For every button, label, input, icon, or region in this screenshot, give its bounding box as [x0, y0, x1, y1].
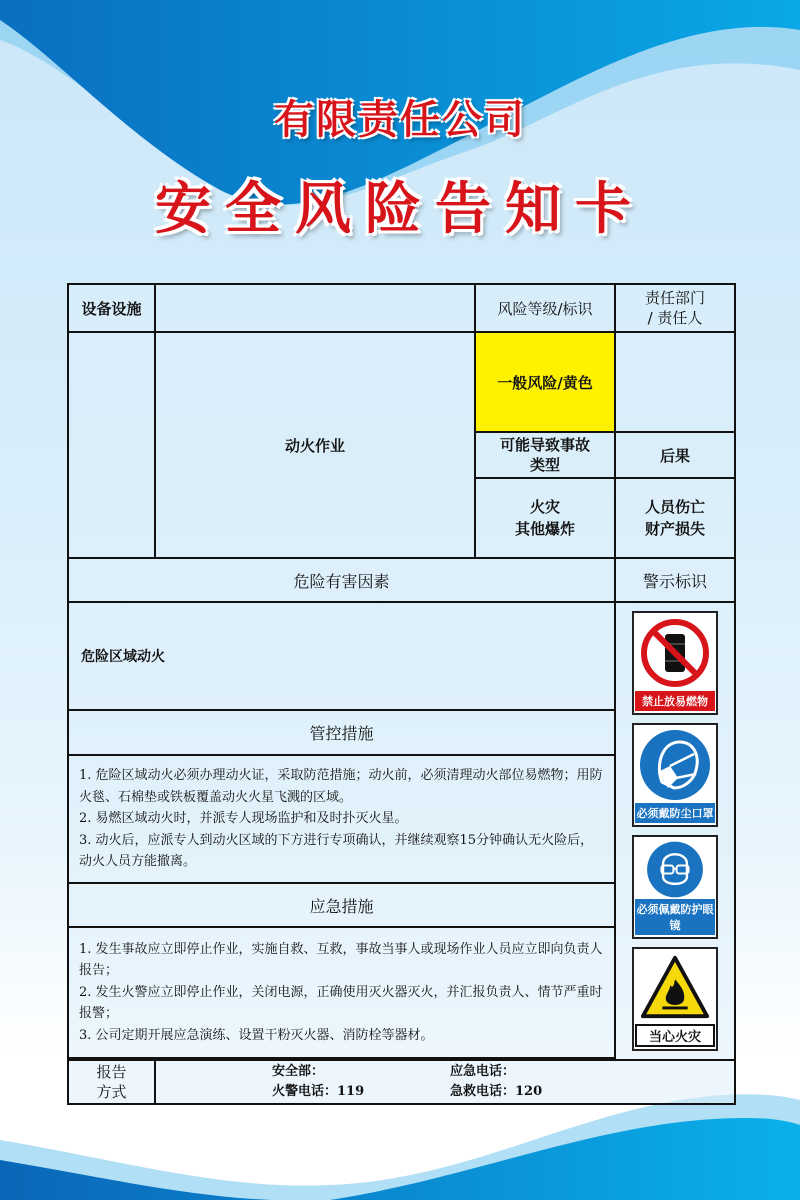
sign-dust-mask [632, 723, 718, 827]
dust-mask-icon [638, 728, 712, 802]
safety-dept: 安全部： [272, 1064, 325, 1079]
risk-card-table [67, 283, 736, 1105]
control-measures [68, 755, 615, 884]
equipment-value [155, 284, 475, 332]
risk-level-label: 风险等级/标识 [475, 284, 615, 332]
control-item: 3. 动火后，应派专人到动火区域的下方进行专项确认，并继续观察15分钟确认无火险后，动火人员方能撤离。 [79, 832, 594, 870]
sign-safety-goggles [632, 835, 718, 939]
sign-label: 当心火灾 [635, 1024, 715, 1047]
safety-goggles-icon [638, 840, 712, 899]
hazard-label: 危险有害因素 [68, 558, 615, 602]
consequences: 人员伤亡 财产损失 [615, 478, 735, 558]
fire-phone: 火警电话：119 [272, 1084, 365, 1099]
control-item: 1. 危险区域动火必须办理动火证，采取防范措施；动火前，必须清理动火部位易燃物；用防火毯、石棉垫或铁板覆盖动火火星飞溅的区域。 [79, 768, 603, 805]
emergency-item: 1. 发生事故应立即停止作业，实施自救、互救，事故当事人或现场作业人员应立即向负责人报告； [79, 941, 603, 979]
responsible-label: 责任部门 / 责任人 [615, 284, 735, 332]
fire-warning-icon [638, 952, 712, 1024]
warning-signs-column [615, 602, 735, 1060]
warning-sign-label: 警示标识 [615, 558, 735, 602]
control-item: 2. 易燃区域动火时，并派专人现场监护和及时扑灭火星。 [79, 811, 408, 827]
emergency-item: 3. 公司定期开展应急演练、设置干粉灭火器、消防栓等器材。 [79, 1027, 434, 1043]
sign-label: 必须戴防尘口罩 [635, 803, 715, 823]
no-flammables-icon [638, 616, 712, 690]
consequence-label: 后果 [615, 432, 735, 478]
page-title: 安全风险告知卡 [155, 177, 645, 242]
emergency-label: 应急措施 [68, 883, 615, 927]
company-name: 有限责任公司 [274, 97, 526, 143]
sign-fire-warning [632, 947, 718, 1051]
ambulance-phone: 急救电话：120 [450, 1084, 543, 1099]
sign-label: 必须佩戴防护眼镜 [635, 899, 715, 935]
emergency-item: 2. 发生火警应立即停止作业，关闭电源，正确使用灭火器灭火，并汇报负责人、情节严重时报警； [79, 984, 603, 1022]
control-label: 管控措施 [68, 710, 615, 754]
report-label: 报告 方式 [68, 1060, 155, 1104]
hazard-value: 危险区域动火 [68, 602, 615, 710]
accident-types: 火灾 其他爆炸 [475, 478, 615, 558]
sign-no-flammables [632, 611, 718, 715]
equipment-cell [68, 332, 155, 558]
sign-label: 禁止放易燃物 [635, 691, 715, 711]
emergency-phone: 应急电话： [450, 1064, 516, 1079]
accident-type-label: 可能导致事故 类型 [475, 432, 615, 478]
responsible-value [615, 332, 735, 432]
risk-level-value: 一般风险/黄色 [475, 332, 615, 432]
equipment-label: 设备设施 [68, 284, 155, 332]
emergency-measures [68, 927, 615, 1058]
operation-value: 动火作业 [155, 332, 475, 558]
report-contacts [155, 1060, 735, 1104]
